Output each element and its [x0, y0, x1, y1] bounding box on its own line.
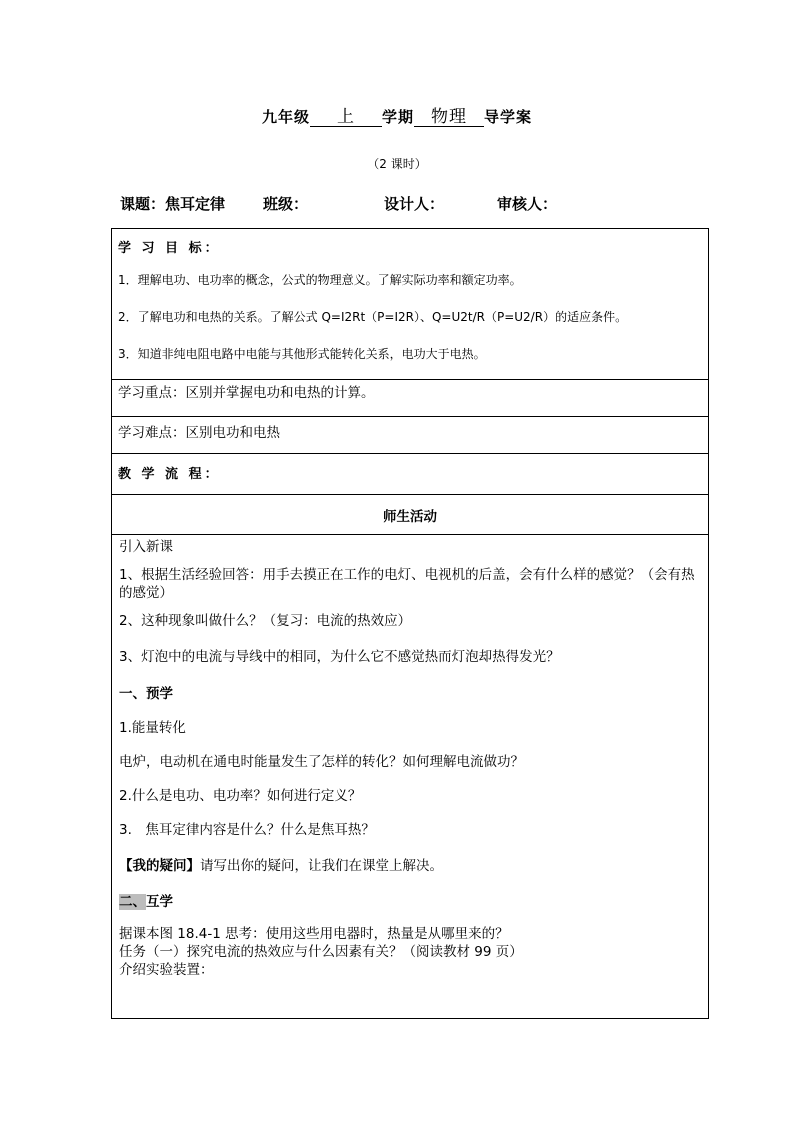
activity-header: 师生活动	[383, 509, 437, 525]
figure-question: 据课本图 18.4-1 思考：使用这些用电器时，热量是从哪里来的？	[119, 926, 509, 942]
item-energy-conversion-text: 电炉，电动机在通电时能量发生了怎样的转化？如何理解电流做功？	[119, 754, 524, 770]
grade-label: 九年级	[261, 108, 310, 126]
semester-blank: 上	[310, 108, 382, 127]
my-doubt	[119, 857, 702, 875]
item-joule-law: 3. 焦耳定律内容是什么？什么是焦耳热？	[119, 822, 375, 838]
question-3: 3、灯泡中的电流与导线中的相同，为什么它不感觉热而灯泡却热得发光？	[119, 649, 560, 665]
section-number-highlight: 二、	[119, 894, 146, 910]
semester-label: 学期	[381, 108, 414, 126]
class-label: 班级：	[263, 195, 309, 213]
doubt-text: 请写出你的疑问，让我们在课堂上解决。	[200, 858, 443, 874]
lesson-table	[111, 228, 709, 1019]
objective-item: 3．知道非纯电阻电路中电能与其他形式能转化关系，电功大于电热。	[118, 347, 486, 361]
objective-item: 2．了解电功和电热的关系。了解公式 Q=I2Rt（P=I2R）、Q=U2t/R（P=U2/R）的适应条件。	[118, 310, 628, 324]
periods-subtitle: （2 课时）	[367, 157, 427, 171]
apparatus-intro: 介绍实验装置：	[119, 962, 214, 978]
subject-blank: 物理	[414, 108, 484, 127]
difficulties-row	[112, 417, 709, 454]
flow-title: 教 学 流 程：	[118, 467, 221, 482]
content-row	[112, 535, 709, 1019]
item-electric-work: 2.什么是电功、电功率？如何进行定义？	[119, 788, 362, 804]
document-title	[0, 106, 794, 127]
objectives-row	[112, 229, 709, 380]
section-mutual-learning	[119, 893, 702, 911]
difficulties-text: 学习难点：区别电功和电热	[118, 425, 280, 441]
reviewer-label: 审核人：	[497, 195, 558, 213]
topic-label: 课题：焦耳定律	[120, 195, 226, 213]
section-prelearn: 一、预学	[119, 686, 173, 702]
key-points-row	[112, 380, 709, 417]
intro-text: 引入新课	[119, 539, 173, 555]
item-energy-conversion: 1.能量转化	[119, 720, 186, 736]
flow-title-row	[112, 454, 709, 495]
question-2: 2、这种现象叫做什么？（复习：电流的热效应）	[119, 613, 412, 629]
designer-label: 设计人：	[384, 195, 445, 213]
question-1: 1、根据生活经验回答：用手去摸正在工作的电灯、电视机的后盖，会有什么样的感觉？（会有热的感觉）	[119, 567, 695, 601]
key-points-text: 学习重点：区别并掌握电功和电热的计算。	[118, 385, 375, 401]
doc-type-label: 导学案	[484, 108, 533, 126]
objective-item: 1．理解电功、电功率的概念，公式的物理意义。了解实际功率和额定功率。	[118, 273, 522, 287]
activity-header-row	[112, 495, 709, 535]
section-mutual-label: 互学	[146, 894, 173, 910]
objectives-title: 学 习 目 标：	[118, 241, 221, 256]
task-1: 任务（一）探究电流的热效应与什么因素有关？（阅读教材 99 页）	[119, 944, 523, 960]
doubt-label: 【我的疑问】	[119, 858, 200, 874]
